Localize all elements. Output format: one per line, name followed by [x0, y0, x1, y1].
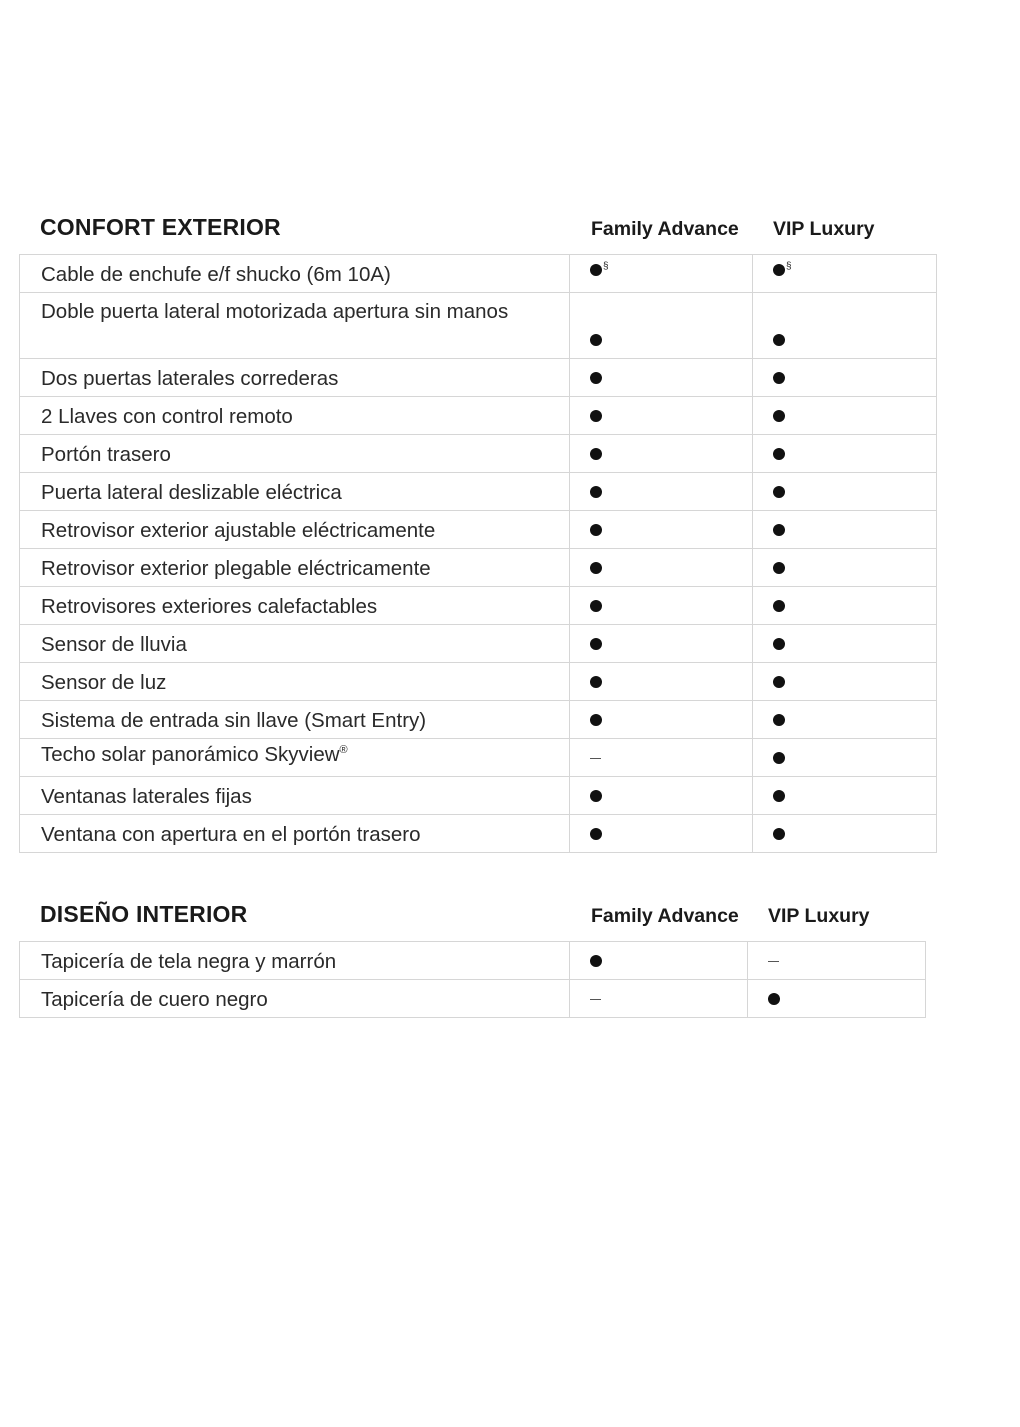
- included-dot-icon: [773, 524, 785, 536]
- registered-mark: ®: [339, 744, 348, 756]
- included-dot-icon: [773, 714, 785, 726]
- table-row: [20, 255, 937, 293]
- footnote-mark: §: [603, 261, 609, 272]
- family-advance-cell: [570, 739, 753, 777]
- feature-label: Sensor de luz: [41, 671, 167, 694]
- included-dot-icon: [590, 372, 602, 384]
- table-row: [20, 942, 926, 980]
- section-header: [19, 214, 937, 254]
- table-row: [20, 549, 937, 587]
- table-row: [20, 980, 926, 1018]
- family-advance-cell: [570, 435, 753, 473]
- included-dot-icon: [590, 486, 602, 498]
- feature-label: Doble puerta lateral motorizada apertura sin manos: [41, 300, 509, 323]
- section-confort-exterior: [19, 214, 937, 853]
- family-advance-cell: [570, 293, 753, 359]
- section-diseno-interior: [19, 901, 926, 1018]
- feature-label: 2 Llaves con control remoto: [41, 405, 293, 428]
- included-dot-icon: [773, 600, 785, 612]
- feature-cell: [20, 587, 570, 625]
- vip-luxury-cell: [748, 942, 926, 980]
- feature-cell: [20, 980, 570, 1018]
- included-dot-icon: [773, 790, 785, 802]
- feature-cell: [20, 435, 570, 473]
- feature-cell: [20, 777, 570, 815]
- feature-cell: [20, 625, 570, 663]
- column-header-family-advance: Family Advance: [591, 905, 739, 927]
- feature-cell: [20, 701, 570, 739]
- vip-luxury-cell: [753, 293, 937, 359]
- family-advance-cell: [570, 511, 753, 549]
- family-advance-cell: [570, 942, 748, 980]
- vip-luxury-cell: [753, 625, 937, 663]
- table-row: [20, 625, 937, 663]
- feature-cell: [20, 511, 570, 549]
- vip-luxury-cell: [753, 397, 937, 435]
- section-title: CONFORT EXTERIOR: [40, 214, 281, 240]
- footnote-mark: §: [786, 261, 792, 272]
- feature-cell: [20, 293, 570, 359]
- included-dot-icon: [590, 448, 602, 460]
- included-dot-icon: [773, 410, 785, 422]
- included-dot-icon: [773, 448, 785, 460]
- feature-label: Retrovisores exteriores calefactables: [41, 595, 378, 618]
- family-advance-cell: [570, 663, 753, 701]
- family-advance-cell: [570, 397, 753, 435]
- included-dot-icon: [773, 676, 785, 688]
- included-dot-icon: [590, 600, 602, 612]
- not-available-dash-icon: [768, 961, 779, 962]
- feature-label: Cable de enchufe e/f shucko (6m 10A): [41, 263, 391, 286]
- table-row: [20, 663, 937, 701]
- included-dot-icon: [773, 486, 785, 498]
- feature-label: Tapicería de cuero negro: [41, 988, 268, 1011]
- included-dot-icon: [773, 264, 785, 276]
- feature-cell: [20, 473, 570, 511]
- column-header-family-advance: Family Advance: [591, 218, 739, 240]
- feature-label: Dos puertas laterales correderas: [41, 367, 339, 390]
- feature-cell: [20, 815, 570, 853]
- family-advance-cell: [570, 980, 748, 1018]
- feature-label: Techo solar panorámico Skyview: [41, 743, 340, 766]
- included-dot-icon: [590, 334, 602, 346]
- table-row: [20, 815, 937, 853]
- included-dot-icon: [590, 524, 602, 536]
- vip-luxury-cell: [753, 255, 937, 293]
- table-row: [20, 739, 937, 777]
- vip-luxury-cell: [753, 663, 937, 701]
- vip-luxury-cell: [748, 980, 926, 1018]
- vip-luxury-cell: [753, 511, 937, 549]
- vip-luxury-cell: [753, 739, 937, 777]
- not-available-dash-icon: [590, 999, 601, 1000]
- feature-label: Retrovisor exterior plegable eléctricamente: [41, 557, 431, 580]
- vip-luxury-cell: [753, 815, 937, 853]
- feature-label: Ventanas laterales fijas: [41, 785, 252, 808]
- included-dot-icon: [590, 410, 602, 422]
- included-dot-icon: [590, 562, 602, 574]
- column-header-vip-luxury: VIP Luxury: [773, 218, 875, 240]
- section-header: [19, 901, 926, 941]
- included-dot-icon: [590, 790, 602, 802]
- vip-luxury-cell: [753, 549, 937, 587]
- feature-label: Sistema de entrada sin llave (Smart Entry): [41, 709, 427, 732]
- included-dot-icon: [773, 334, 785, 346]
- column-header-vip-luxury: VIP Luxury: [768, 905, 870, 927]
- not-available-dash-icon: [590, 758, 601, 759]
- features-table: [19, 254, 937, 853]
- section-title: DISEÑO INTERIOR: [40, 901, 248, 927]
- feature-label: Ventana con apertura en el portón trasero: [41, 823, 421, 846]
- feature-cell: [20, 359, 570, 397]
- included-dot-icon: [773, 372, 785, 384]
- vip-luxury-cell: [753, 701, 937, 739]
- included-dot-icon: [773, 752, 785, 764]
- family-advance-cell: [570, 255, 753, 293]
- table-row: [20, 359, 937, 397]
- included-dot-icon: [590, 638, 602, 650]
- family-advance-cell: [570, 473, 753, 511]
- feature-label: Tapicería de tela negra y marrón: [41, 950, 337, 973]
- included-dot-icon: [590, 828, 602, 840]
- table-row: [20, 701, 937, 739]
- table-row: [20, 473, 937, 511]
- included-dot-icon: [590, 714, 602, 726]
- table-row: [20, 587, 937, 625]
- table-row: [20, 293, 937, 359]
- vip-luxury-cell: [753, 777, 937, 815]
- included-dot-icon: [590, 676, 602, 688]
- vip-luxury-cell: [753, 473, 937, 511]
- feature-label: Portón trasero: [41, 443, 171, 466]
- included-dot-icon: [590, 264, 602, 276]
- feature-cell: [20, 255, 570, 293]
- feature-label: Sensor de lluvia: [41, 633, 187, 656]
- feature-cell: [20, 397, 570, 435]
- included-dot-icon: [768, 993, 780, 1005]
- feature-cell: [20, 739, 570, 777]
- table-row: [20, 777, 937, 815]
- family-advance-cell: [570, 549, 753, 587]
- table-row: [20, 511, 937, 549]
- included-dot-icon: [773, 638, 785, 650]
- feature-cell: [20, 942, 570, 980]
- table-row: [20, 397, 937, 435]
- feature-cell: [20, 663, 570, 701]
- table-row: [20, 435, 937, 473]
- family-advance-cell: [570, 359, 753, 397]
- vip-luxury-cell: [753, 359, 937, 397]
- vip-luxury-cell: [753, 587, 937, 625]
- family-advance-cell: [570, 701, 753, 739]
- family-advance-cell: [570, 815, 753, 853]
- family-advance-cell: [570, 625, 753, 663]
- included-dot-icon: [590, 955, 602, 967]
- feature-cell: [20, 549, 570, 587]
- family-advance-cell: [570, 587, 753, 625]
- feature-label: Retrovisor exterior ajustable eléctricamente: [41, 519, 436, 542]
- vip-luxury-cell: [753, 435, 937, 473]
- features-table: [19, 941, 926, 1018]
- included-dot-icon: [773, 828, 785, 840]
- family-advance-cell: [570, 777, 753, 815]
- feature-label: Puerta lateral deslizable eléctrica: [41, 481, 342, 504]
- included-dot-icon: [773, 562, 785, 574]
